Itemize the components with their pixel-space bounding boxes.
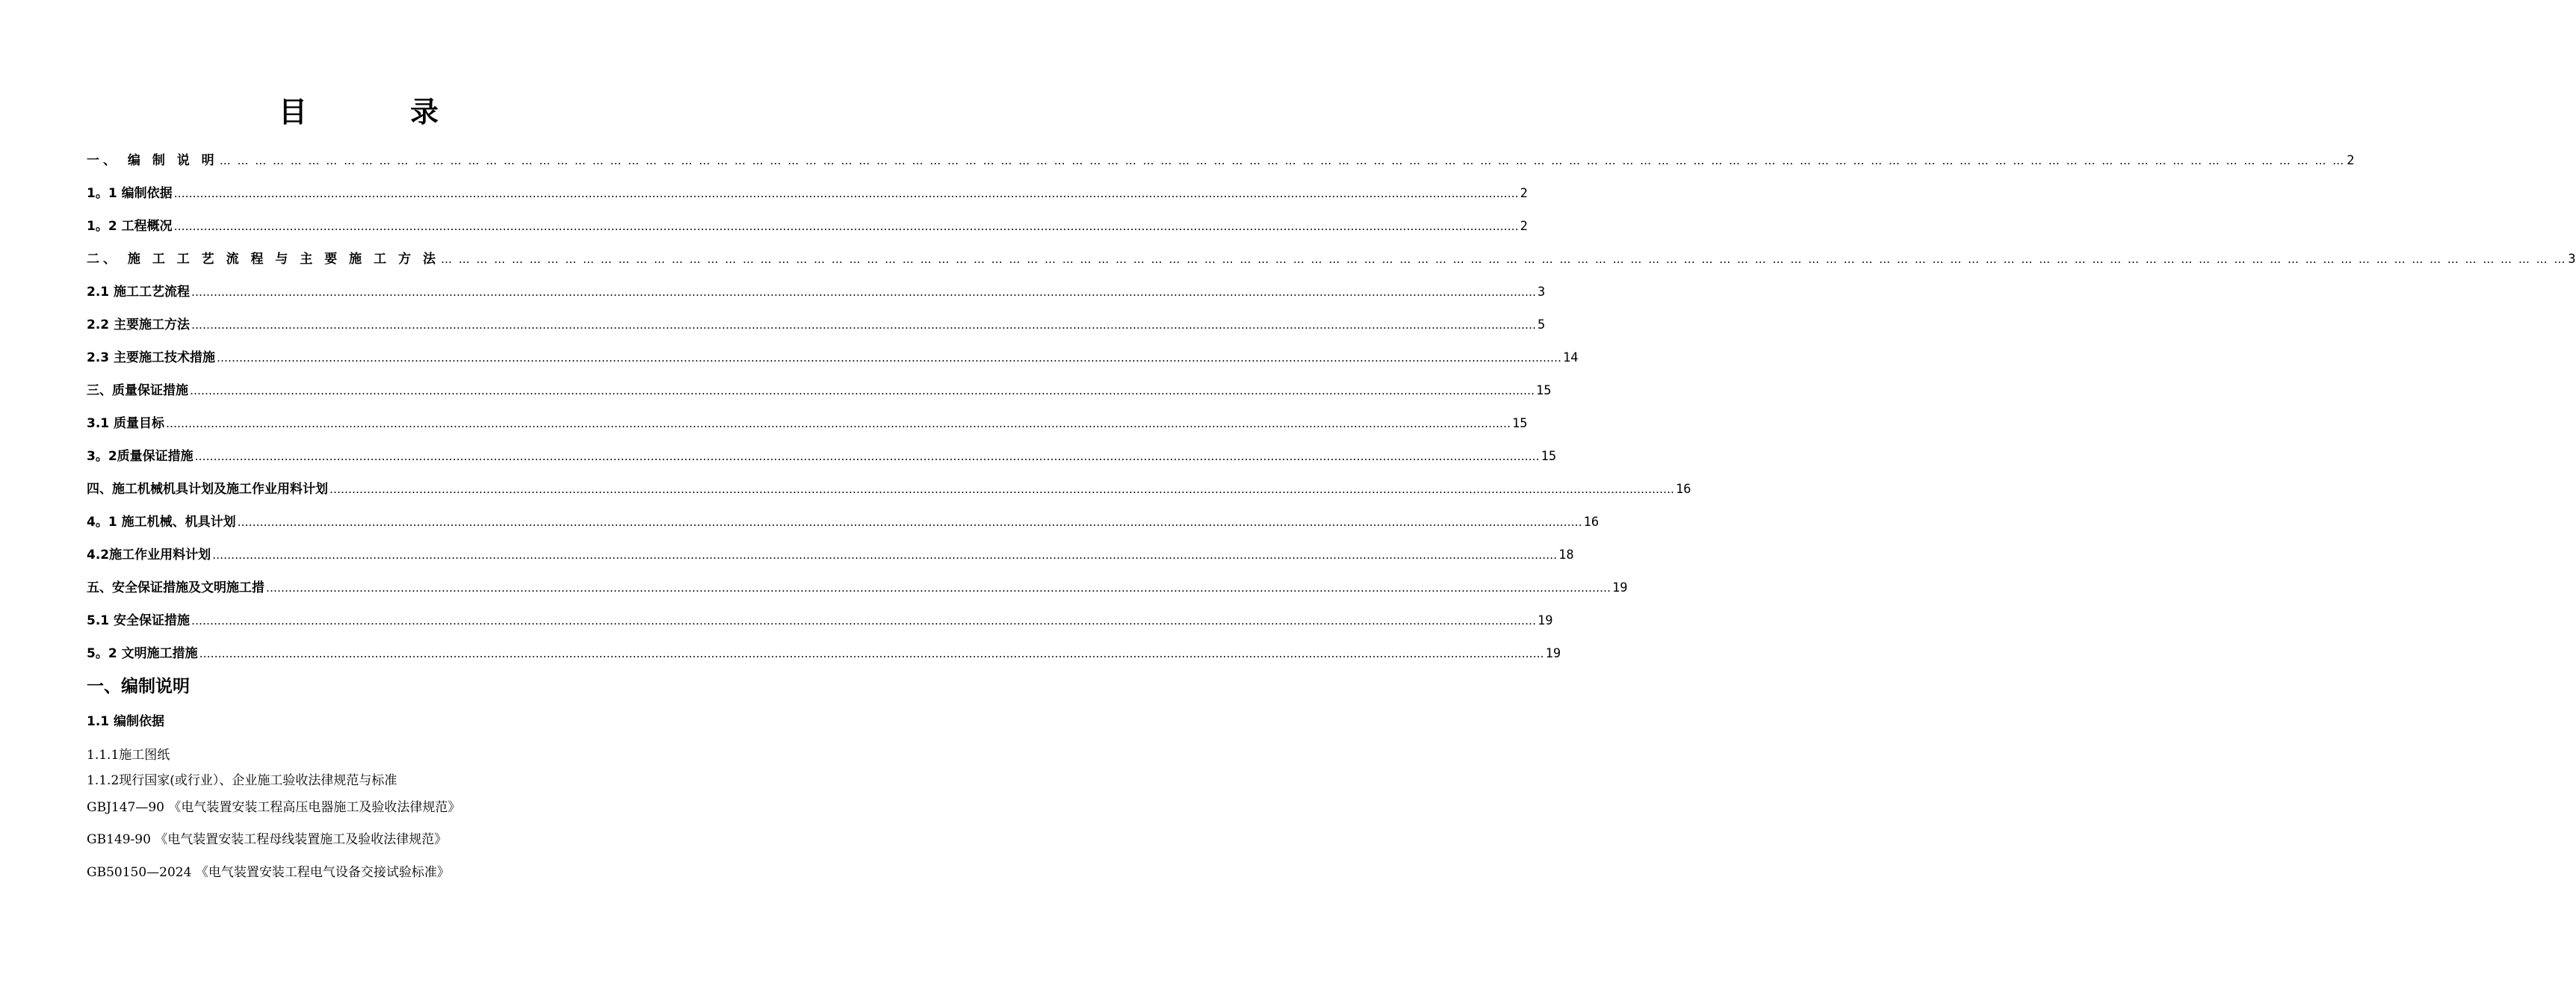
toc-entry[interactable] [87,379,1552,412]
toc-entry-label: 四、施工机械机具计划及施工作业用料计划 [87,482,328,497]
toc-entry-page: 19 [1538,613,1553,628]
toc-entry[interactable] [87,314,1546,347]
toc-entry-label: 3。2质量保证措施 [87,449,193,464]
toc-entry[interactable] [87,544,1574,577]
toc-entry-label: 二、 施 工 工 艺 流 程 与 主 要 施 工 方 法 [87,252,439,267]
toc-leader-dots: ……………………………………………………………………………………………………………………………………………………………………………………………………………………………………………………………………………………………………………………………… [173,220,1519,233]
toc-entry-page: 2 [2347,153,2355,168]
section-heading: 一、编制说明 [87,677,190,696]
toc-entry-label: 5。2 文明施工措施 [87,646,198,661]
toc-entry-label: 一、 编 制 说 明 [87,153,218,168]
toc-entry[interactable] [87,281,1546,314]
toc-leader-dots: ……………………………………………………………………………………………………………………………………………………………………………………………………………………………………………………………………………………………………………………………… [173,187,1519,200]
toc-leader-dots: ……………………………………………………………………………………………………………………………………………………………………………………………………………………………………………………………………………………………………………………………… [191,285,1537,299]
toc-leader-dots: ……………………………………………………………………………………………………………………………………………………………………………………………………………………………………………………………………………………………………………………………… [212,548,1558,562]
toc-entry-page: 16 [1583,515,1600,530]
toc-entry[interactable] [87,577,1628,610]
toc-leader-dots: ……………………………………………………………………………………………………………………………………………………………………………………………………………………………………………………………………………………………………………………………… [191,614,1537,628]
toc-entry-label: 五、安全保证措施及文明施工措 [87,580,264,595]
toc-entry-page: 15 [1541,449,1557,464]
subsection-heading: 1.1 编制依据 [87,714,165,729]
toc-entry-label: 三、质量保证措施 [87,383,188,398]
toc-leader-dots: ……………………………………………………………………………………………………………………………………………………………………………………………………………………………………………………………………………………………………………………………… [266,581,1611,595]
toc-entry-label: 1。1 编制依据 [87,186,173,201]
toc-leader-dots: ……………………………………………………………………………………………………………………………………………………………………………………………………………………………………………………………………………………………………………………………… [166,417,1511,430]
standard-reference: GB50150—2024 《电气装置安装工程电气设备交接试验标准》 [87,865,450,880]
toc-leader-dots: ……………………………………………………………………………………………………………………………………………………………………………………………………………………………………………………………………………………………………………………………… [194,450,1540,463]
toc-entry-page: 3 [1538,285,1546,300]
toc-entry-page: 2 [1520,219,1528,234]
toc-entry[interactable] [87,478,1691,511]
toc-entry[interactable] [87,642,1561,675]
toc-entry-label: 2.1 施工工艺流程 [87,285,191,300]
toc-leader-dots: ……………………………………………………………………………………………………………………………………………………………………………………………………………………………………………………………………………………………………………………………… [191,318,1537,332]
toc-entry[interactable] [87,248,2576,281]
table-of-contents [87,149,2576,675]
toc-leader-dots: ……………………………………………………………………………………………………………………………………………………………………………………………………………………………………………………………………………………………………………………………… [199,647,1544,660]
toc-entry-label: 2.3 主要施工技术措施 [87,350,216,365]
toc-entry-label: 4。1 施工机械、机具计划 [87,515,236,530]
toc-leader-dots: … … … … … … … … … … … … … … … … … … … … … … … … … … … … … … … … … … … … … … … … … … … … … … … … … … … … … … … … … … … … … … … … … … … … … … … … … … … … … … … … … … … … … … … … … … … … … … … … … … … … … … … … … … … … … … … … … … … … … … … … [219,154,2346,167]
toc-entry-page: 15 [1512,416,1528,431]
toc-entry-page: 2 [1520,186,1528,201]
toc-entry[interactable] [87,215,1528,248]
toc-entry[interactable] [87,347,1579,379]
toc-entry-page: 3 [2568,252,2576,267]
toc-leader-dots: ……………………………………………………………………………………………………………………………………………………………………………………………………………………………………………………………………………………………………………………………… [190,384,1535,397]
toc-entry[interactable] [87,182,1528,215]
toc-leader-dots: ……………………………………………………………………………………………………………………………………………………………………………………………………………………………………………………………………………………………………………………………… [329,483,1674,496]
toc-entry[interactable] [87,511,1600,544]
toc-entry-page: 14 [1563,350,1579,365]
toc-entry[interactable] [87,445,1557,478]
toc-entry-label: 2.2 主要施工方法 [87,317,191,332]
toc-leader-dots: ……………………………………………………………………………………………………………………………………………………………………………………………………………………………………………………………………………………………………………………………… [217,351,1562,365]
toc-entry-page: 18 [1558,548,1574,563]
toc-title: 目 录 [278,95,476,128]
toc-entry-page: 15 [1536,383,1552,398]
body-text-line: 1.1.1施工图纸 [87,748,170,763]
standard-reference: GBJ147—90 《电气装置安装工程高压电器施工及验收法律规范》 [87,800,461,815]
toc-entry[interactable] [87,610,1553,642]
toc-entry[interactable] [87,149,2355,182]
toc-entry-page: 19 [1545,646,1561,661]
toc-entry-label: 4.2施工作业用料计划 [87,548,211,563]
toc-leader-dots: … … … … … … … … … … … … … … … … … … … … … … … … … … … … … … … … … … … … … … … … … … … … … … … … … … … … … … … … … … … … … … … … … … … … … … … … … … … … … … … … … … … … … … … … … … … … … … … … … … … … … … … … … … … … … … … … … … … … … … … … [440,252,2567,266]
toc-entry-page: 19 [1612,580,1628,595]
standard-reference: GB149-90 《电气装置安装工程母线装置施工及验收法律规范》 [87,832,448,847]
toc-entry-page: 16 [1676,482,1691,497]
toc-leader-dots: ……………………………………………………………………………………………………………………………………………………………………………………………………………………………………………………………………………………………………………………………… [237,515,1582,529]
toc-entry-label: 3.1 质量目标 [87,416,165,431]
toc-entry-page: 5 [1538,317,1546,332]
toc-entry[interactable] [87,412,1528,445]
toc-entry-label: 1。2 工程概况 [87,219,173,234]
toc-entry-label: 5.1 安全保证措施 [87,613,191,628]
body-text-line: 1.1.2现行国家(或行业）、企业施工验收法律规范与标准 [87,773,397,788]
